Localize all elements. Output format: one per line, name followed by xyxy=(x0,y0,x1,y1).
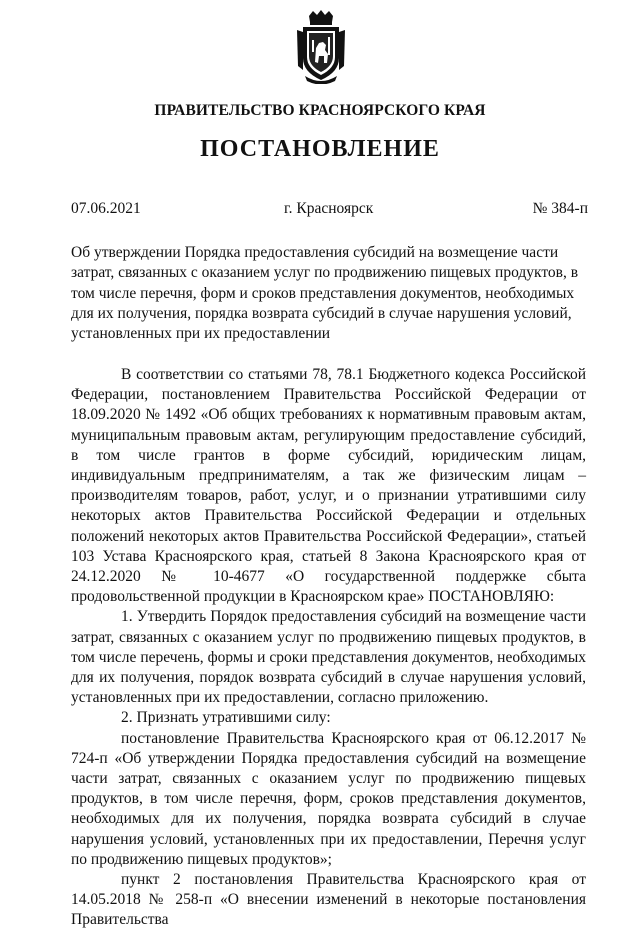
paragraph-item-1: 1. Утвердить Порядок предоставления субсидий на возмещение части затрат, связанных с оказанием услуг по продвижению пищевых продуктов, в том числе перечень, формы и сроки представления документов, необходимых для их получения, порядок возврата субсидий в случае нарушения условий, установленных при их предоставлении, согласно приложению. xyxy=(71,608,586,707)
document-type-title: ПОСТАНОВЛЕНИЕ xyxy=(200,136,440,162)
government-name: ПРАВИТЕЛЬСТВО КРАСНОЯРСКОГО КРАЯ xyxy=(154,102,486,119)
document-meta-row xyxy=(71,200,588,220)
document-subject: Об утверждении Порядка предоставления субсидий на возмещение части затрат, связанных с оказанием услуг по продвижению пищевых продуктов, в том числе перечня, форм и сроков представления документов, необходимых для их получения, порядка возврата субсидий в случае нарушения условий, установленных при их предоставлении xyxy=(71,244,579,343)
paragraph-preamble: В соответствии со статьями 78, 78.1 Бюджетного кодекса Российской Федерации, постановлением Правительства Российской Федерации от 18.09.2020 № 1492 «Об общих требованиях к нормативным правовым актам, муниципальным правовым актам, регулирующим предоставление субсидий, в том числе грантов в форме субсидий, юридическим лицам, индивидуальным предпринимателям, а так же физическим лицам – производителям товаров, работ, услуг, и о признании утратившими силу некоторых актов Правительства Российской Федерации и отдельных положений некоторых актов Правительства Российской Федерации», статьей 103 Устава Красноярского края, статьей 8 Закона Красноярского края от 24.12.2020 № 10-4677 «О государственной поддержке сбыта продовольственной продукции в Красноярском крае» ПОСТАНОВЛЯЮ: xyxy=(71,366,586,606)
paragraph-item-2: 2. Признать утратившими силу: xyxy=(121,709,331,727)
document-body xyxy=(71,365,586,931)
paragraph-repeal-2: пункт 2 постановления Правительства Красноярского края от 14.05.2018 № 258-п «О внесении изменений в некоторые постановления Правительства xyxy=(71,871,586,929)
document-city: г. Красноярск xyxy=(284,200,374,217)
coat-of-arms-icon xyxy=(295,10,347,84)
paragraph-repeal-1: постановление Правительства Красноярского края от 06.12.2017 № 724-п «Об утверждении Порядка предоставления субсидий на возмещение части затрат, связанных с оказанием услуг по продвижению пищевых продуктов, в том числе перечня, форм, сроков представления документов, необходимых для их получения, порядка возврата субсидий в случае нарушения условий, установленных при их предоставлении, Перечня услуг по продвижению пищевых продуктов»; xyxy=(71,729,586,868)
document-number: № 384-п xyxy=(532,200,588,217)
document-date: 07.06.2021 xyxy=(71,200,141,217)
